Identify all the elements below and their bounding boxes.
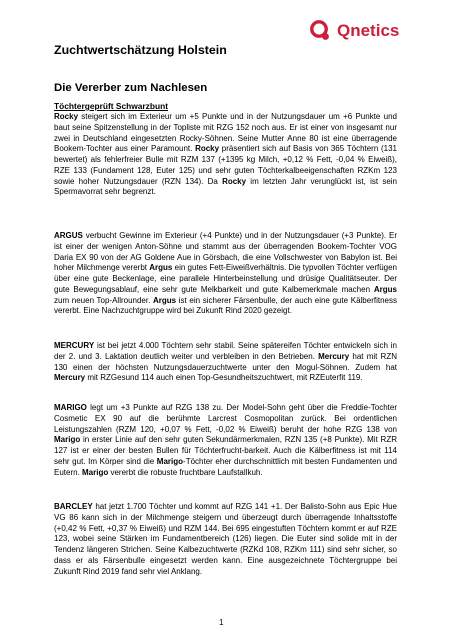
logo-wordmark: Qnetics (337, 21, 400, 40)
bull-name: ARGUS (54, 231, 83, 240)
paragraph-barcley (54, 502, 397, 577)
bull-name: Rocky (54, 112, 79, 121)
bull-name: Rocky (195, 144, 220, 154)
bull-name: Argus (152, 295, 177, 305)
paragraph-rocky (54, 112, 397, 198)
paragraph-text: zum neuen Top-Allrounder. (54, 295, 153, 305)
bull-name: MARIGO (54, 403, 87, 412)
bull-name: Argus (373, 284, 397, 294)
paragraph-text: vererbt die robuste fruchtbare Laufstallkuh. (108, 467, 263, 477)
document-subtitle: Die Vererber zum Nachlesen (54, 82, 208, 94)
bull-name: MERCURY (54, 341, 95, 350)
paragraph-text: verbucht Gewinne im Exterieur (+4 Punkte) und in der Nutzungsdauer (+3 Punkte). Er ist einer der wenigen Anton-Söhne und stammt aus der überragenden Bookem-Tochter VOG Daria EX 90 von der AG Goldene Aue in Görsbach, die eine Vollschwester von Babylon ist. Bei hoher Milchmenge vererbt (54, 231, 397, 273)
bull-name: Marigo (54, 435, 81, 445)
paragraph-text: legt um +3 Punkte auf RZG 138 zu. Der Model-Sohn geht über die Freddie-Tochter Cosmetic EX 90 auf die berühmte Larcrest Cosmopolitan zurück. Bei ordentlichen Leistungszahlen (RZM 120, +0,07 % Fett, -0,02 % Eiweiß) beruht der hohe RZG 138 von (54, 403, 397, 434)
bull-name: Marigo (156, 456, 184, 466)
paragraph-text: hat jetzt 1.700 Töchter und kommt auf RZG 141 +1. Der Balisto-Sohn aus Epic Hue VG 86 kann sich in der Milchmenge steigern und überzeugt durch überragende Inhaltsstoffe (+0,42 % Fett, +0,37 % Eiweiß) und RZM 144. Bei 695 eingestuften Töchtern kommt er auf RZE 123, wobei seine Stärken im Fundamentbereich (126) liegen. Die Euter sind solide mit in der Tendenz längeren Strichen. Seine Kalbezuchtwerte (RZKd 108, RZKm 111) sind sehr sicher, so dass er als Färsenbulle eingesetzt werden kann. Eine ausgezeichnete Töchtergruppe bei Zukunft Rind 2019 fand sehr viel Anklang. (54, 502, 397, 576)
bull-name: Rocky (222, 176, 247, 186)
paragraph-marigo (54, 403, 397, 478)
paragraph-text: in erster Linie auf den sehr guten Sekundärmerkmalen, RZN 135 (+8 Punkte). Mit RZR 127 ist er einer der besten Bullen für Töchterfrucht-barkeit. Auch die Kälberfitness ist mit 114 sehr gut. Im Körper sind die (54, 435, 397, 466)
bull-name: Mercury (54, 373, 86, 383)
paragraph-text: hat mit RZN 130 einen der höchsten Nutzungsdauerzuchtwerte unter den Mogul-Söhnen. Zudem hat (54, 351, 397, 372)
bull-name: Argus (149, 263, 173, 273)
paragraph-argus (54, 231, 397, 317)
paragraph-mercury (54, 341, 397, 384)
paragraph-text: ein gutes Fett-Eiweißverhältnis. Die typvollen Töchter verfügen über eine gute Beckenlage, eine parallele Hinterbeinstellung und drüsige Qualitätseuter. Der gute Bewegungsablauf, eine sehr gute Melkbarkeit und gute Kalbemerkmale machen (54, 263, 397, 294)
page-number: 1 (219, 618, 224, 627)
paragraph-text: im letzten Jahr verunglückt ist, ist sein Spermavorrat sehr begrenzt. (54, 176, 397, 197)
bull-name: Marigo (82, 467, 109, 477)
paragraph-text: ist bei jetzt 4.000 Töchtern sehr stabil. Seine spätereifen Töchter entwickeln sich in der 2. und 3. Laktation deutlich weiter und verbleiben in den Betrieben. (54, 341, 397, 361)
document-title: Zuchtwertschätzung Holstein (54, 43, 227, 57)
paragraph-text: präsentiert sich auf Basis von 365 Töchtern (131 bewertet) als fehlerfreier Bulle mit RZM 137 (+1395 kg Milch, +0,12 % Fett, -0,04 % Eiweiß), RZE 133 (Fundament 128, Euter 125) und sehr guten Töchterkalbeeigenschaften RZKm 123 sowie hoher Nutzungsdauer (RZN 134). Da (54, 144, 397, 186)
section-heading: Töchtergeprüft Schwarzbunt (54, 101, 168, 111)
qnetics-logo (309, 18, 439, 48)
qnetics-logo-icon (309, 18, 439, 48)
bull-name: Mercury (318, 351, 350, 361)
bull-name: BARCLEY (54, 502, 93, 511)
paragraph-text: steigert sich im Exterieur um +5 Punkte und in der Nutzungsdauer um +6 Punkte und baut seine Spitzenstellung in der Topliste mit RZG 152 noch aus. Er ist einer von insgesamt nur zwei in Deutschland eingesetzten Rocky-Söhnen. Seine Mutter Anne 80 ist eine überragende Bookem-Tochter aus einer Paramount. (54, 112, 397, 154)
paragraph-text: -Töchter eher durchschnittlich mit besten Fundamenten und Eutern. (54, 456, 397, 477)
paragraph-text: ist ein sicherer Färsenbulle, der auch eine gute Kälberfitness vererbt. Eine Nachzuchtgruppe wird bei Zukunft Rind 2020 gezeigt. (54, 295, 397, 316)
paragraph-text: mit RZGesund 114 auch einen Top-Gesundheitszuchtwert, mit RZEuterfit 119. (85, 373, 363, 383)
